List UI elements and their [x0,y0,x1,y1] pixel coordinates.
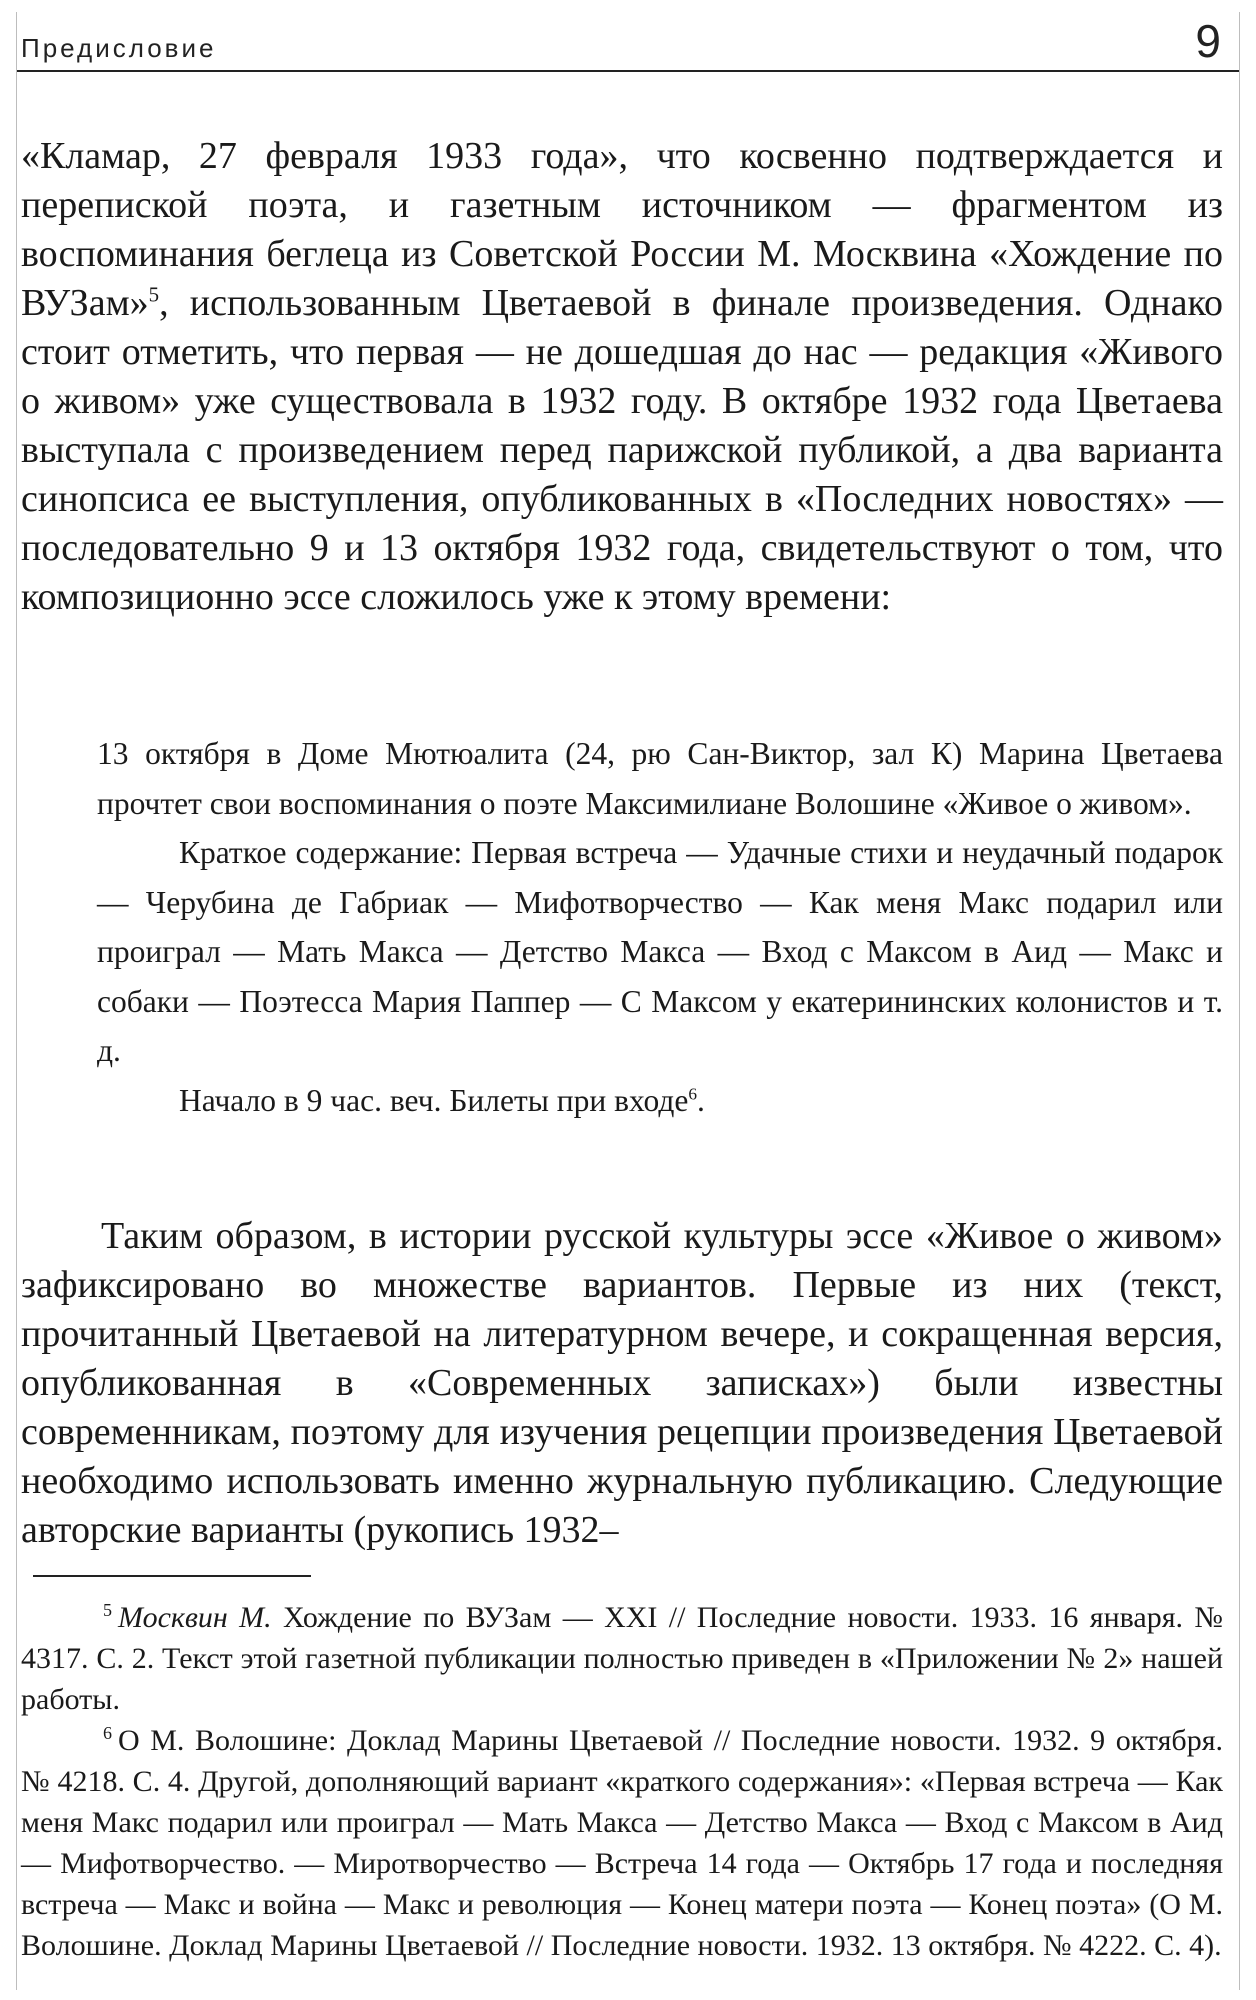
footnotes [21,1597,1223,1966]
book-page [16,12,1240,1990]
paragraph-1 [21,132,1223,622]
quote-announcement: 13 октября в Доме Мютюалита (24, рю Сан-Виктор, зал К) Марина Цветаева прочтет свои воспоминания о поэте Максимилиане Волошине «Живое о живом». [97,736,1223,821]
paragraph-2: Таким образом, в истории русской культуры эссе «Живое о живом» зафиксировано во множестве вариантов. Первые из них (текст, прочитанный Цветаевой на литературном вечере, и сокращенная версия, опубликованная в «Современных записках») были известны современникам, поэтому для изучения рецепции произведения Цветаевой необходимо использовать именно журнальную публикацию. Следующие авторские варианты (рукопись 1932– [21,1215,1223,1551]
footnote-5-number: 5 [103,1600,112,1620]
running-title: Предисловие [21,33,217,63]
footnote-5 [21,1597,1223,1720]
footnote-5-text: Хождение по ВУЗам — XXI // Последние новости. 1933. 16 января. № 4317. С. 2. Текст этой газетной публикации полностью приведен в «Приложении № 2» нашей работы. [21,1601,1224,1716]
block-quote [97,729,1223,1125]
page-header [17,15,1239,72]
footnote-divider [33,1575,311,1577]
footnote-5-author: Москвин М. [118,1601,272,1634]
footnote-ref-5[interactable]: 5 [148,282,160,307]
paragraph-1-text-b: , использованным Цветаевой в финале произведения. Однако стоит отметить, что первая — не дошедшая до нас — редакция «Живого о живом» уже существовала в 1932 году. В октябре 1932 года Цветаева выступала с произведением перед парижской публикой, а два варианта синопсиса ее выступления, опубликованных в «Последних новостях» — последовательно 9 и 13 октября 1932 года, свидетельствуют о том, что композиционно эссе сложилось уже к этому времени: [21,282,1223,618]
quote-start-text: Начало в 9 час. веч. Билеты при входе [179,1082,689,1118]
footnote-6 [21,1720,1223,1966]
footnote-ref-6[interactable]: 6 [688,1084,698,1103]
quote-summary: Краткое содержание: Первая встреча — Удачные стихи и неудачный подарок — Черубина де Габриак — Мифотворчество — Как меня Макс подарил или проиграл — Мать Макса — Детство Макса — Вход с Максом в Аид — Макс и собаки — Поэтесса Мария Паппер — С Максом у екатерининских колонистов и т. д. [97,835,1223,1068]
page-number: 9 [1195,15,1221,67]
footnote-6-number: 6 [103,1723,112,1743]
footnote-6-text: О М. Волошине: Доклад Марины Цветаевой // Последние новости. 1932. 9 октября. № 4218. С. 4. Другой, дополняющий вариант «краткого содержания»: «Первая встреча — Как меня Макс подарил или проиграл — Мать Макса — Детство Макса — Вход с Максом в Аид — Мифотворчество. — Миротворчество — Встреча 14 года — Октябрь 17 года и последняя встреча — Макс и война — Макс и революция — Конец матери поэта — Конец поэта» (О М. Волошине. Доклад Марины Цветаевой // Последние новости. 1932. 13 октября. № 4222. С. 4). [21,1724,1223,1962]
paragraph-1-text-a: «Кламар, 27 февраля 1933 года», что косвенно подтверждается и перепиской поэта, и газетным источником — фрагментом из воспоминания беглеца из Советской России М. Москвина «Хождение по ВУЗам» [21,135,1223,324]
quote-start-end: . [697,1082,705,1118]
quote-start-line [97,1076,1223,1126]
